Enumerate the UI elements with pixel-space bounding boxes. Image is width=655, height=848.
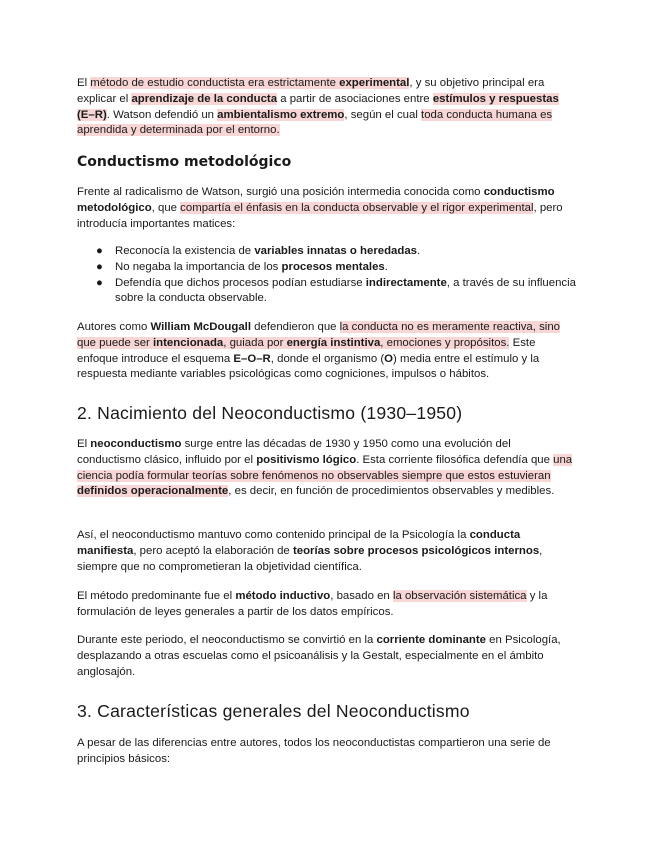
paragraph-conductismo-metodo: El método de estudio conductista era estrictamente experimental, y su objetivo principal era explicar el aprendizaje de la conducta a partir de asociaciones entre estímulos y respuestas (E–R). Watson defendió un ambientalismo extremo, según el cual toda conducta humana es aprendida y determinada por el entorno. [77, 77, 559, 137]
bullet-icon: ● [96, 260, 103, 273]
paragraph-corriente-dominante: Durante este periodo, el neoconductismo se convirtió en la corriente dominante en Psicología, desplazando a otras escuelas como el psicoanálisis y la Gestalt, especialmente en el ámbito anglosajón. [77, 634, 561, 678]
bullet-icon: ● [96, 245, 103, 257]
paragraph-conducta-manifiesta: Así, el neoconductismo mantuvo como contenido principal de la Psicología la conducta manifiesta, pero aceptó la elaboración de teorías sobre procesos psicológicos internos, siempre que no comprometieran la objetividad científica. [77, 529, 543, 573]
paragraph-principios-basicos: A pesar de las diferencias entre autores, todos los neoconductistas compartieron una serie de principios básicos: [77, 737, 551, 765]
heading-caracteristicas-generales: 3. Características generales del Neoconductismo [77, 701, 470, 721]
list-item: ● Reconocía la existencia de variables innatas o heredadas. [77, 244, 577, 260]
list-item: ● Defendía que dichos procesos podían estudiarse indirectamente, a través de su influencia sobre la conducta observable. [96, 276, 576, 305]
paragraph-metodo-inductivo: El método predominante fue el método inductivo, basado en la observación sistemática y la formulación de leyes generales a partir de los datos empíricos. [77, 590, 548, 618]
paragraph-neoconductismo-origen: El neoconductismo surge entre las décadas de 1930 y 1950 como una evolución del conductismo clásico, influido por el positivismo lógico. Esta corriente filosófica defendía que una ciencia podía formular teorías sobre fenómenos no observables siempre que estos estuvieran definidos operacionalmente, es decir, en función de procedimientos observables y medibles. [77, 438, 573, 498]
list-item: ● No negaba la importancia de los procesos mentales. [77, 260, 577, 276]
bullet-icon: ● [96, 276, 103, 289]
bullet-list-matices [77, 244, 577, 307]
paragraph-mcdougall: Autores como William McDougall defendieron que la conducta no es meramente reactiva, sino que puede ser intencionada, guiada por energía instintiva, emociones y propósitos. Este enfoque introduce el esquema E–O–R, donde el organismo (O) media entre el estímulo y la respuesta mediante variables psicológicas como cogniciones, impulsos o hábitos. [77, 321, 560, 381]
paragraph-conductismo-metodologico: Frente al radicalismo de Watson, surgió una posición intermedia conocida como conductismo metodológico, que compartía el énfasis en la conducta observable y el rigor experimental, pero introducía importantes matices: [77, 186, 563, 230]
heading-nacimiento-neoconductismo: 2. Nacimiento del Neoconductismo (1930–1950) [77, 403, 463, 423]
heading-conductismo-metodologico: Conductismo metodológico [77, 154, 292, 170]
